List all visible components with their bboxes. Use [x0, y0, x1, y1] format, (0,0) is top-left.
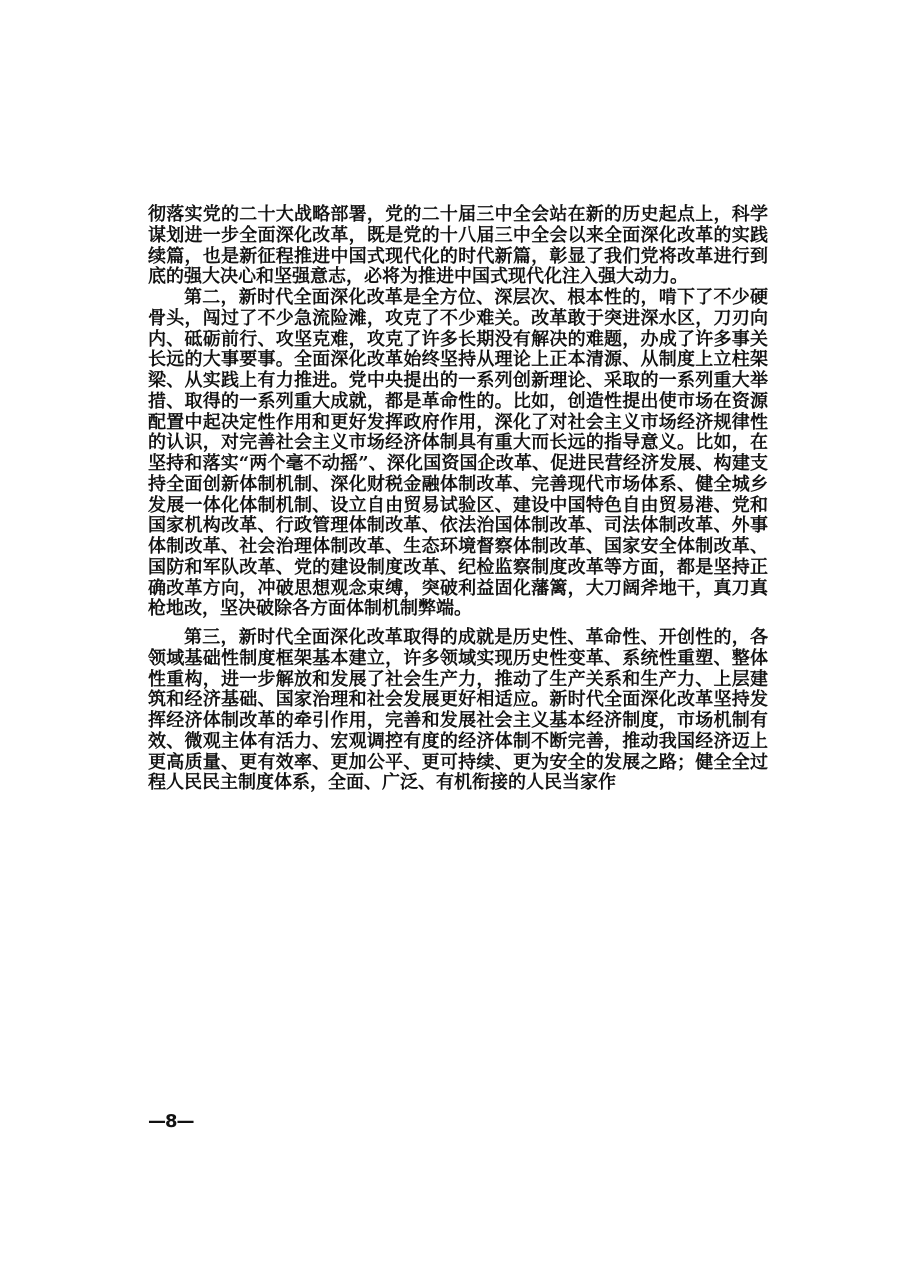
- paragraph-3: 第三，新时代全面深化改革取得的成就是历史性、革命性、开创性的，各领域基础性制度框架基本建立，许多领域实现历史性变革、系统性重塑、整体性重构，进一步解放和发展了社会生产力，推动了生产关系和生产力、上层建筑和经济基础、国家治理和社会发展更好相适应。新时代全面深化改革坚持发挥经济体制改革的牵引作用，完善和发展社会主义基本经济制度，市场机制有效、微观主体有活力、宏观调控有度的经济体制不断完善，推动我国经济迈上更高质量、更有效率、更加公平、更可持续、更为安全的发展之路；健全全过程人民民主制度体系，全面、广泛、有机衔接的人民当家作: [148, 627, 768, 794]
- document-body: [148, 205, 768, 794]
- paragraph-2: 第二，新时代全面深化改革是全方位、深层次、根本性的，啃下了不少硬骨头，闯过了不少急流险滩，攻克了不少难关。改革敢于突进深水区，刀刃向内、砥砺前行、攻坚克难，攻克了许多长期没有解决的难题，办成了许多事关长远的大事要事。全面深化改革始终坚持从理论上正本清源、从制度上立柱架梁、从实践上有力推进。党中央提出的一系列创新理论、采取的一系列重大举措、取得的一系列重大成就，都是革命性的。比如，创造性提出使市场在资源配置中起决定性作用和更好发挥政府作用，深化了对社会主义市场经济规律性的认识，对完善社会主义市场经济体制具有重大而长远的指导意义。比如，在坚持和落实“两个毫不动摇”、深化国资国企改革、促进民营经济发展、构建支持全面创新体制机制、深化财税金融体制改革、完善现代市场体系、健全城乡发展一体化体制机制、设立自由贸易试验区、建设中国特色自由贸易港、党和国家机构改革、行政管理体制改革、依法治国体制改革、司法体制改革、外事体制改革、社会治理体制改革、生态环境督察体制改革、国家安全体制改革、国防和军队改革、党的建设制度改革、纪检监察制度改革等方面，都是坚持正确改革方向，冲破思想观念束缚，突破利益固化藩篱，大刀阔斧地干，真刀真枪地改，坚决破除各方面体制机制弊端。: [148, 287, 768, 620]
- page-number: —8—: [148, 1111, 194, 1132]
- paragraph-1: 彻落实党的二十大战略部署，党的二十届三中全会站在新的历史起点上，科学谋划进一步全面深化改革，既是党的十八届三中全会以来全面深化改革的实践续篇，也是新征程推进中国式现代化的时代新篇，彰显了我们党将改革进行到底的强大决心和坚强意志，必将为推进中国式现代化注入强大动力。: [148, 204, 768, 288]
